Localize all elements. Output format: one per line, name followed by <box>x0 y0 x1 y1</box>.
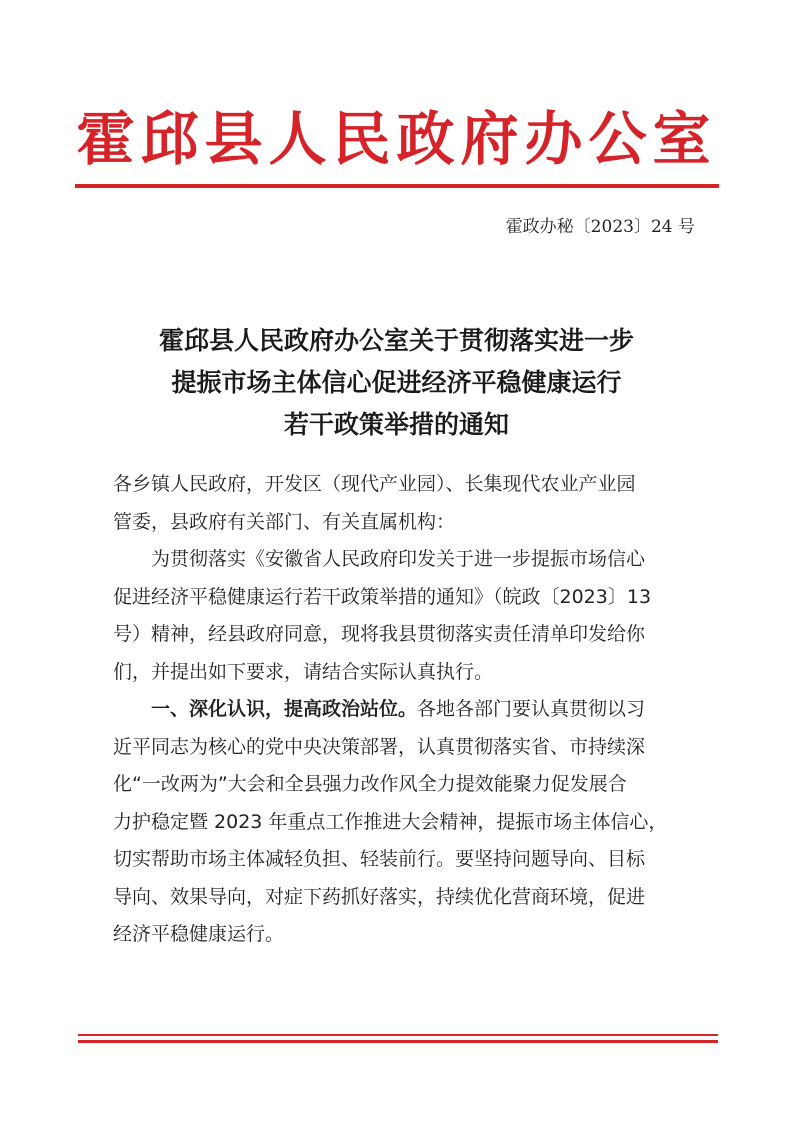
addressee-line-2: 管委，县政府有关部门、有关直属机构： <box>113 510 456 533</box>
intro-line-1: 为贯彻落实《安徽省人民政府印发关于进一步提振市场信心 <box>151 548 646 570</box>
title-line-1: 霍邱县人民政府办公室关于贯彻落实进一步 <box>158 326 634 355</box>
section-1-line-2: 近平同志为核心的党中央决策部署，认真贯彻落实省、市持续深 <box>113 735 646 758</box>
addressee <box>113 466 703 541</box>
section-1-line-5: 切实帮助市场主体减轻负担、轻装前行。要坚持问题导向、目标 <box>113 848 646 870</box>
red-rule-top <box>75 184 719 188</box>
title-line-2: 提振市场主体信心促进经济平稳健康运行 <box>171 368 622 397</box>
red-rule-bottom-thick <box>78 1040 718 1043</box>
addressee-line-1: 各乡镇人民政府，开发区（现代产业园）、长集现代农业产业园 <box>113 473 636 495</box>
intro-paragraph <box>113 541 703 691</box>
issuer-header: 霍邱县人民政府办公室 <box>76 105 717 173</box>
document-body <box>113 466 703 954</box>
intro-line-4: 们，并提出如下要求，请结合实际认真执行。 <box>113 660 494 683</box>
section-1-line-7: 经济平稳健康运行。 <box>113 923 285 945</box>
section-1-paragraph <box>113 691 703 954</box>
section-1-line-4: 力护稳定暨 2023 年重点工作推进大会精神，提振市场主体信心， <box>113 810 668 833</box>
intro-line-2: 促进经济平稳健康运行若干政策举措的通知》（皖政〔2023〕13 <box>113 585 652 608</box>
section-1-line-6: 导向、效果导向，对症下药抓好落实，持续优化营商环境，促进 <box>113 885 646 908</box>
section-1-line-1 <box>113 691 703 729</box>
title-line-3: 若干政策举措的通知 <box>283 410 509 439</box>
red-rule-bottom-thin <box>78 1034 718 1036</box>
section-1-line-1-rest: 各地各部门要认真贯彻以习 <box>417 698 646 720</box>
section-1-heading: 一、深化认识，提高政治站位。 <box>151 698 418 720</box>
document-title <box>0 320 793 446</box>
document-number: 霍政办秘〔2023〕24 号 <box>505 217 695 237</box>
section-1-line-3: 化“一改两为”大会和全县强力改作风全力提效能聚力促发展合 <box>113 773 627 795</box>
intro-line-3: 号）精神，经县政府同意，现将我县贯彻落实责任清单印发给你 <box>113 623 646 645</box>
